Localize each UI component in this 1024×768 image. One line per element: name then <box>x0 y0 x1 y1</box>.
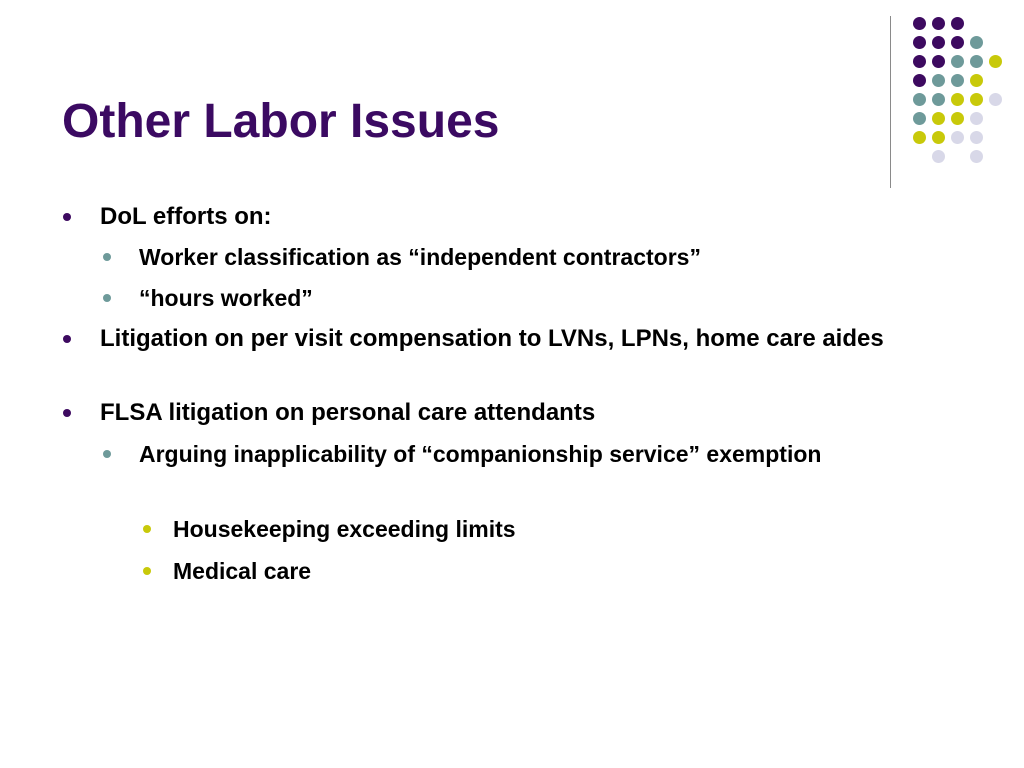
bullet-item-level-2 <box>139 281 919 315</box>
bullet-marker-icon <box>103 450 111 458</box>
bullet-marker-icon <box>63 335 71 343</box>
bullet-item-level-2 <box>139 240 919 274</box>
bullet-item-level-1 <box>100 322 970 356</box>
bullet-marker-icon <box>103 253 111 261</box>
bullet-text: DoL efforts on: <box>100 203 272 230</box>
bullet-item-level-3 <box>173 512 873 546</box>
bullet-marker-icon <box>63 213 71 221</box>
bullet-marker-icon <box>143 567 151 575</box>
bullet-text: FLSA litigation on personal care attendants <box>100 399 596 426</box>
bullet-marker-icon <box>103 294 111 302</box>
bullet-text: “hours worked” <box>139 285 313 311</box>
bullet-item-level-1 <box>100 396 970 430</box>
bullet-text: Litigation on per visit compensation to LVNs, LPNs, home care aides <box>100 325 884 352</box>
slide-title: Other Labor Issues <box>62 95 500 148</box>
bullet-text: Medical care <box>173 558 312 584</box>
bullet-item-level-2 <box>139 437 919 471</box>
bullet-marker-icon <box>63 409 71 417</box>
bullet-text: Worker classification as “independent contractors” <box>139 244 701 270</box>
bullet-item-level-1 <box>100 200 970 234</box>
bullet-text: Arguing inapplicability of “companionship service” exemption <box>139 441 822 467</box>
bullet-marker-icon <box>143 525 151 533</box>
bullet-item-level-3 <box>173 554 873 588</box>
bullet-text: Housekeeping exceeding limits <box>173 516 516 542</box>
